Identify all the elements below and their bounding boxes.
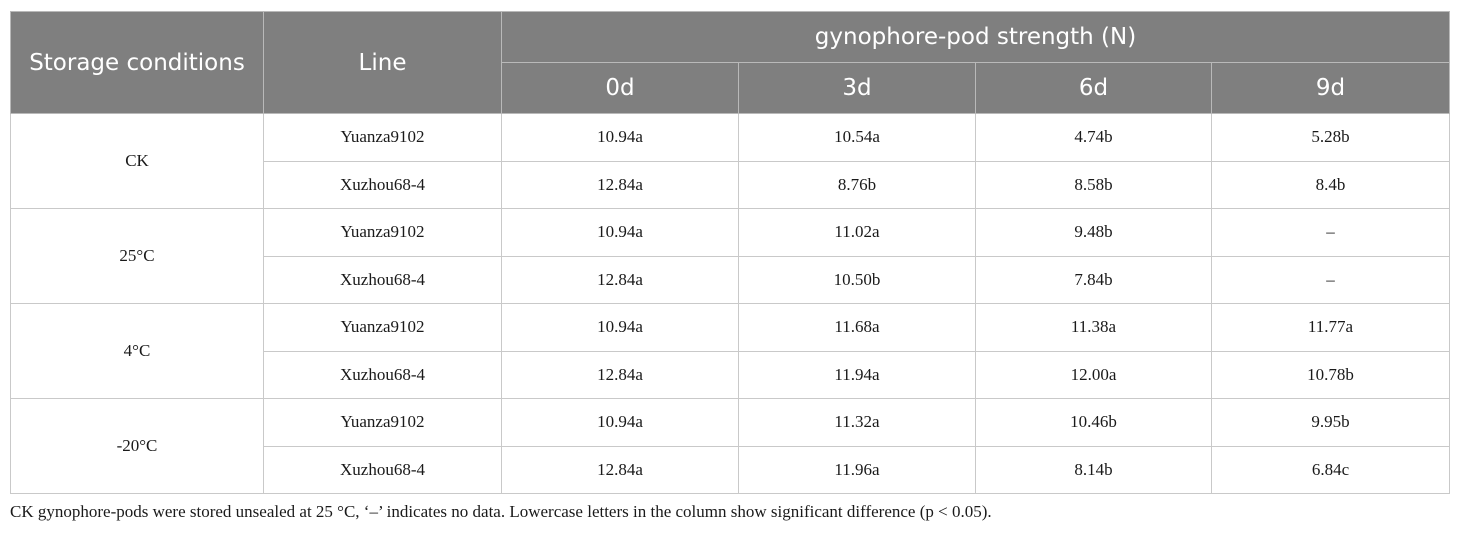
value-cell: 8.4b [1212,161,1450,209]
value-cell: 12.84a [502,351,739,399]
value-cell: 10.94a [502,114,739,162]
value-cell: 11.68a [739,304,976,352]
value-cell: 10.94a [502,304,739,352]
value-cell: 11.38a [976,304,1212,352]
gynophore-pod-strength-table [10,11,1450,494]
header-day-6: 6d [976,63,1212,114]
value-cell: 11.02a [739,209,976,257]
table-row [11,399,1450,447]
line-cell: Yuanza9102 [264,399,502,447]
line-cell: Yuanza9102 [264,304,502,352]
value-cell: 10.94a [502,399,739,447]
header-day-0: 0d [502,63,739,114]
line-cell: Xuzhou68-4 [264,446,502,494]
header-row-1 [11,12,1450,63]
value-cell: 12.84a [502,161,739,209]
value-cell: 11.96a [739,446,976,494]
value-cell: 12.84a [502,256,739,304]
value-cell: 12.84a [502,446,739,494]
table-row [11,304,1450,352]
value-cell: 10.46b [976,399,1212,447]
condition-cell: 4°C [11,304,264,399]
value-cell: 11.94a [739,351,976,399]
data-table-container [10,11,1449,494]
line-cell: Yuanza9102 [264,114,502,162]
line-cell: Yuanza9102 [264,209,502,257]
table-footnote: CK gynophore-pods were stored unsealed at 25 °C, ‘–’ indicates no data. Lowercase letters in the column show significant difference (p < 0.05). [10,502,992,521]
value-cell: 10.78b [1212,351,1450,399]
condition-cell: -20°C [11,399,264,494]
value-cell: 11.77a [1212,304,1450,352]
table-row [11,209,1450,257]
value-cell: – [1212,256,1450,304]
header-day-3: 3d [739,63,976,114]
value-cell: 5.28b [1212,114,1450,162]
value-cell: 7.84b [976,256,1212,304]
value-cell: – [1212,209,1450,257]
header-day-9: 9d [1212,63,1450,114]
condition-cell: 25°C [11,209,264,304]
value-cell: 9.48b [976,209,1212,257]
value-cell: 6.84c [1212,446,1450,494]
line-cell: Xuzhou68-4 [264,256,502,304]
value-cell: 9.95b [1212,399,1450,447]
line-cell: Xuzhou68-4 [264,161,502,209]
value-cell: 12.00a [976,351,1212,399]
value-cell: 4.74b [976,114,1212,162]
value-cell: 10.94a [502,209,739,257]
header-storage-conditions: Storage conditions [11,12,264,114]
line-cell: Xuzhou68-4 [264,351,502,399]
value-cell: 10.54a [739,114,976,162]
value-cell: 10.50b [739,256,976,304]
table-row [11,114,1450,162]
value-cell: 8.58b [976,161,1212,209]
header-gynophore-pod-strength: gynophore-pod strength (N) [502,12,1450,63]
value-cell: 8.76b [739,161,976,209]
value-cell: 11.32a [739,399,976,447]
value-cell: 8.14b [976,446,1212,494]
condition-cell: CK [11,114,264,209]
header-line: Line [264,12,502,114]
